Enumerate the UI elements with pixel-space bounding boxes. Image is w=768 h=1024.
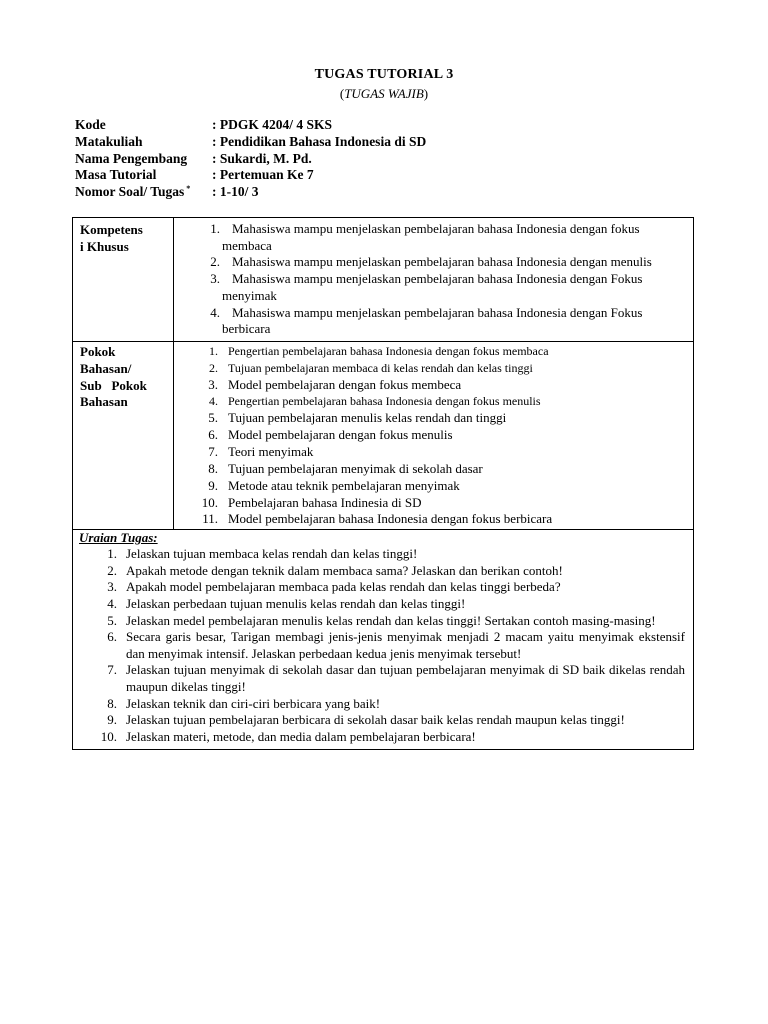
kompetensi-content — [174, 218, 694, 342]
tutorial-table — [72, 217, 694, 750]
list-item — [174, 393, 685, 410]
uraian-tugas-row — [73, 530, 694, 750]
item-number: 3. — [107, 579, 117, 595]
list-item — [174, 377, 685, 394]
item-number: 10. — [201, 494, 218, 510]
list-item — [73, 662, 687, 695]
meta-label — [75, 184, 190, 201]
meta-value: : Pendidikan Bahasa Indonesia di SD — [212, 133, 427, 149]
meta-label: Matakuliah — [75, 133, 143, 149]
pokok-bahasan-list — [174, 342, 693, 529]
item-number: 9. — [107, 712, 117, 728]
list-item — [174, 511, 685, 528]
meta-value: : PDGK 4204/ 4 SKS — [212, 117, 333, 132]
list-item — [73, 613, 687, 630]
item-text: Pembelajaran bahasa Indinesia di SD — [228, 494, 422, 510]
meta-value: : 1-10/ 3 — [212, 184, 259, 200]
item-text: Apakah model pembelajaran membaca pada kelas rendah dan kelas tinggi berbeda? — [126, 579, 561, 595]
list-item — [174, 305, 685, 338]
item-number: 6. — [107, 629, 117, 645]
meta-value: : Pertemuan Ke 7 — [212, 167, 314, 183]
uraian-tugas-content — [73, 530, 694, 750]
meta-label: Kode — [75, 117, 106, 132]
pokok-label-line: Pokok — [80, 343, 116, 359]
item-text: Model pembelajaran bahasa Indonesia dengan fokus berbicara — [228, 511, 553, 527]
item-number: 2. — [210, 254, 220, 270]
item-text: Jelaskan medel pembelajaran menulis kelas rendah dan kelas tinggi! Sertakan contoh masing-masing! — [126, 612, 656, 628]
list-item — [174, 221, 685, 254]
item-text: Teori menyimak — [228, 443, 314, 459]
uraian-tugas-heading: Uraian Tugas: — [79, 530, 158, 546]
item-text: Model pembelajaran dengan fokus menulis — [228, 427, 453, 443]
item-number: 4. — [107, 595, 117, 611]
footnote-asterisk: * — [186, 184, 191, 194]
subtitle-close-paren: ) — [423, 86, 429, 101]
item-text: Mahasiswa mampu menjelaskan pembelajaran bahasa Indonesia dengan Fokus berbicara — [222, 304, 643, 337]
pokok-label-line: Bahasan — [80, 394, 128, 410]
item-number: 3. — [208, 376, 218, 392]
kompetensi-label-line: Kompetens — [80, 222, 143, 237]
item-number: 1. — [209, 343, 218, 358]
item-number: 10. — [100, 728, 117, 744]
list-item — [73, 712, 687, 729]
meta-label-text: Nomor Soal/ Tugas — [75, 184, 185, 200]
item-text: Tujuan pembelajaran membaca di kelas rendah dan kelas tinggi — [228, 360, 533, 375]
item-text: Jelaskan tujuan menyimak di sekolah dasar dan tujuan pembelajaran menyimak di SD baik dikelas rendah maupun dikelas tinggi! — [126, 662, 685, 694]
list-item — [73, 729, 687, 746]
pokok-bahasan-content — [174, 341, 694, 529]
list-item — [174, 360, 685, 377]
list-item — [73, 629, 687, 662]
item-text: Secara garis besar, Tarigan membagi jenis-jenis menyimak menjadi 2 macam yaitu menyimak ekstensif dan menyimak intensif. Jelaskan perbedaan kedua jenis menyimak tersebut! — [126, 629, 685, 661]
kompetensi-label — [73, 218, 174, 342]
item-text: Jelaskan tujuan pembelajaran berbicara di sekolah dasar baik kelas rendah maupun kelas tinggi! — [126, 712, 625, 728]
kompetensi-list — [174, 218, 693, 341]
item-text: Model pembelajaran dengan fokus membeca — [228, 376, 462, 392]
item-text: Tujuan pembelajaran menulis kelas rendah dan tinggi — [228, 410, 507, 426]
item-text: Jelaskan materi, metode, dan media dalam pembelajaran berbicara! — [126, 728, 476, 744]
item-number: 5. — [107, 612, 117, 628]
item-text: Mahasiswa mampu menjelaskan pembelajaran bahasa Indonesia dengan Fokus menyimak — [222, 271, 643, 303]
item-text: Jelaskan tujuan membaca kelas rendah dan kelas tinggi! — [126, 546, 418, 562]
item-number: 4. — [209, 394, 218, 409]
item-number: 2. — [209, 360, 218, 375]
item-number: 9. — [208, 477, 218, 493]
item-number: 11. — [202, 511, 218, 527]
item-number: 4. — [210, 304, 220, 320]
list-item — [174, 427, 685, 444]
list-item — [174, 478, 685, 495]
list-item — [174, 495, 685, 512]
uraian-tugas-list — [73, 545, 693, 749]
item-number: 5. — [208, 410, 218, 426]
meta-label: Masa Tutorial — [75, 167, 157, 183]
pokok-label-line: Sub Pokok — [80, 377, 147, 393]
item-number: 7. — [107, 662, 117, 678]
item-text: Tujuan pembelajaran menyimak di sekolah dasar — [228, 460, 483, 476]
item-number: 8. — [208, 460, 218, 476]
subtitle-tugas-wajib: TUGAS WAJIB — [344, 86, 424, 101]
kompetensi-label-line: i Khusus — [80, 238, 129, 254]
list-item — [73, 579, 687, 596]
list-item — [174, 254, 685, 271]
list-item — [174, 461, 685, 478]
pokok-label-line: Bahasan/ — [80, 360, 132, 376]
document-subtitle — [0, 86, 768, 102]
item-number: 6. — [208, 427, 218, 443]
item-number: 8. — [107, 695, 117, 711]
item-number: 3. — [210, 271, 220, 287]
list-item — [174, 410, 685, 427]
item-number: 2. — [107, 562, 117, 578]
meta-label: Nama Pengembang — [75, 150, 188, 166]
item-number: 1. — [210, 221, 220, 236]
list-item — [73, 563, 687, 580]
item-text: Jelaskan teknik dan ciri-ciri berbicara yang baik! — [126, 695, 381, 711]
list-item — [174, 343, 685, 360]
list-item — [73, 546, 687, 563]
list-item — [174, 271, 685, 304]
item-text: Mahasiswa mampu menjelaskan pembelajaran bahasa Indonesia dengan menulis — [232, 254, 652, 270]
item-text: Jelaskan perbedaan tujuan menulis kelas rendah dan kelas tinggi! — [126, 595, 466, 611]
list-item — [174, 444, 685, 461]
document-title: TUGAS TUTORIAL 3 — [314, 67, 454, 82]
kompetensi-row — [73, 218, 694, 342]
item-text: Pengertian pembelajaran bahasa Indonesia dengan fokus membaca — [228, 343, 549, 358]
meta-value: : Sukardi, M. Pd. — [212, 150, 312, 166]
item-text: Metode atau teknik pembelajaran menyimak — [228, 477, 460, 493]
subtitle-open-paren: ( — [339, 86, 345, 101]
item-text: Pengertian pembelajaran bahasa Indonesia dengan fokus menulis — [228, 394, 541, 409]
pokok-bahasan-row — [73, 341, 694, 529]
item-number: 1. — [107, 546, 117, 562]
item-number: 7. — [208, 443, 218, 459]
item-text: Apakah metode dengan teknik dalam membaca sama? Jelaskan dan berikan contoh! — [126, 562, 563, 578]
pokok-bahasan-label — [73, 341, 174, 529]
list-item — [73, 596, 687, 613]
item-text: Mahasiswa mampu menjelaskan pembelajaran bahasa Indonesia dengan fokus membaca — [222, 221, 640, 253]
list-item — [73, 696, 687, 713]
